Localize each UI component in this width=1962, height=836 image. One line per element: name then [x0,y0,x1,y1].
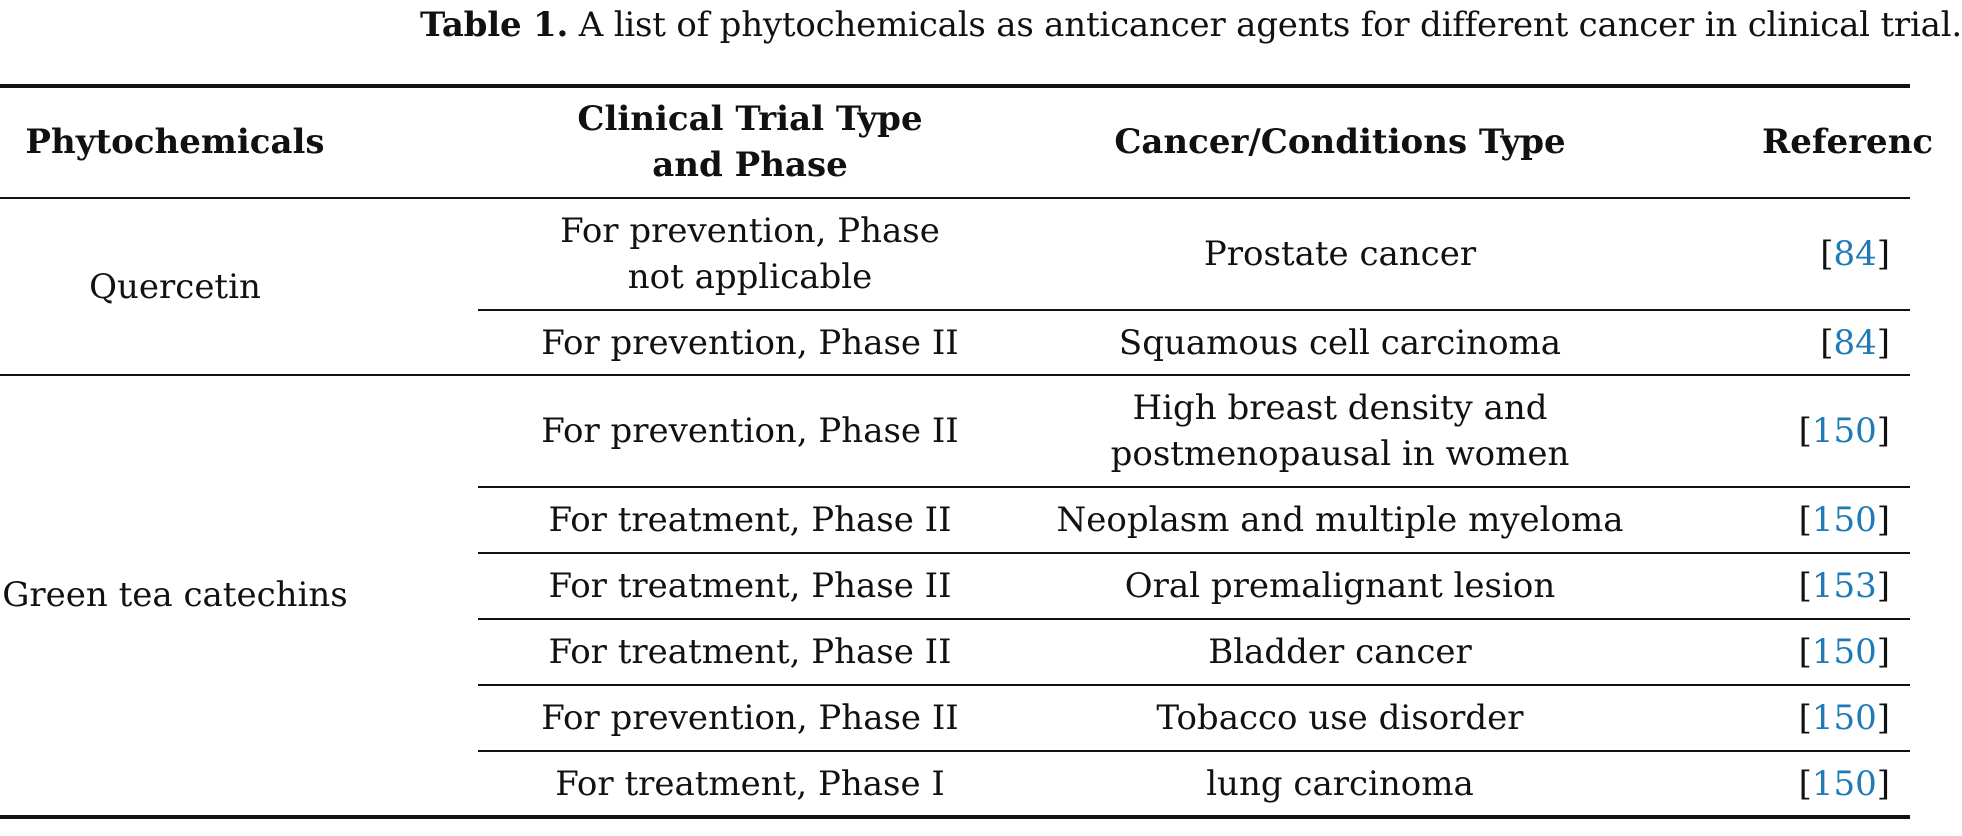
header-cancer-type [1030,88,1650,196]
row-trial [480,199,1020,309]
ref-bracket-close: ] [1876,632,1890,672]
trial-line1: For prevention, Phase [560,211,940,251]
row-cancer [1030,311,1650,375]
row-reference [1700,752,1910,816]
row-trial [480,752,1020,816]
ref-bracket-open: [ [1798,566,1812,606]
row-trial [480,686,1020,750]
ref-bracket-open: [ [1798,500,1812,540]
header-trial-line2: and Phase [652,145,848,185]
row-trial [480,620,1020,684]
header-reference-label: Referenc [1762,122,1934,162]
trial-line1: For treatment, Phase II [548,566,952,606]
cancer-label: Bladder cancer [1208,632,1472,672]
ref-bracket-open: [ [1820,323,1834,363]
row-reference [1700,311,1910,375]
ref-bracket-close: ] [1876,500,1890,540]
row-reference [1700,554,1910,618]
ref-bracket-close: ] [1876,566,1890,606]
ref-bracket-close: ] [1876,764,1890,804]
reference-link[interactable]: 84 [1833,234,1877,274]
row-cancer [1030,686,1650,750]
cancer-label: Prostate cancer [1203,234,1477,274]
ref-bracket-open: [ [1798,632,1812,672]
bottom-rule [0,815,1910,819]
trial-line1: For prevention, Phase II [541,323,959,363]
row-cancer [1030,376,1650,486]
group-name-green-tea-catechins [0,376,350,814]
cancer-label: Oral premalignant lesion [1124,566,1556,606]
ref-bracket-close: ] [1876,698,1890,738]
reference-link[interactable]: 150 [1811,500,1877,540]
header-phytochemicals-label: Phytochemicals [25,122,325,162]
row-reference [1700,620,1910,684]
header-reference [1762,88,1934,196]
table-caption [420,0,1962,50]
trial-line1: For prevention, Phase II [541,698,959,738]
trial-line1: For treatment, Phase I [555,764,945,804]
ref-bracket-open: [ [1798,764,1812,804]
header-trial-type [480,88,1020,196]
cancer-line1: High breast density and [1132,388,1548,428]
row-reference [1700,199,1910,309]
row-trial [480,311,1020,375]
group-name-label: Quercetin [89,267,261,307]
row-cancer [1030,199,1650,309]
reference-link[interactable]: 153 [1811,566,1877,606]
cancer-label: Neoplasm and multiple myeloma [1056,500,1624,540]
ref-bracket-close: ] [1876,323,1890,363]
row-cancer [1030,620,1650,684]
row-cancer [1030,752,1650,816]
group-name-label: Green tea catechins [2,575,348,615]
caption-text: A list of phytochemicals as anticancer agents for different cancer in clinical trial. [578,5,1962,45]
header-phytochemicals [0,88,350,196]
ref-bracket-open: [ [1798,411,1812,451]
row-reference [1700,488,1910,552]
trial-line1: For treatment, Phase II [548,500,952,540]
group-name-quercetin [0,199,350,375]
reference-link[interactable]: 84 [1833,323,1877,363]
row-reference [1700,686,1910,750]
header-cancer-label: Cancer/Conditions Type [1114,122,1566,162]
row-trial [480,488,1020,552]
header-trial-line1: Clinical Trial Type [577,99,923,139]
reference-link[interactable]: 150 [1811,411,1877,451]
reference-link[interactable]: 150 [1811,764,1877,804]
row-trial [480,554,1020,618]
row-reference [1700,376,1910,486]
ref-bracket-open: [ [1798,698,1812,738]
row-cancer [1030,554,1650,618]
trial-line1: For treatment, Phase II [548,632,952,672]
row-trial [480,376,1020,486]
ref-bracket-close: ] [1876,234,1890,274]
ref-bracket-close: ] [1876,411,1890,451]
cancer-label: Squamous cell carcinoma [1118,323,1562,363]
reference-link[interactable]: 150 [1811,698,1877,738]
reference-link[interactable]: 150 [1811,632,1877,672]
cancer-line2: postmenopausal in women [1110,434,1570,474]
row-cancer [1030,488,1650,552]
cancer-label: lung carcinoma [1206,764,1474,804]
trial-line2: not applicable [627,257,873,297]
cancer-label: Tobacco use disorder [1156,698,1524,738]
ref-bracket-open: [ [1820,234,1834,274]
trial-line1: For prevention, Phase II [541,411,959,451]
caption-label: Table 1. [420,5,569,45]
